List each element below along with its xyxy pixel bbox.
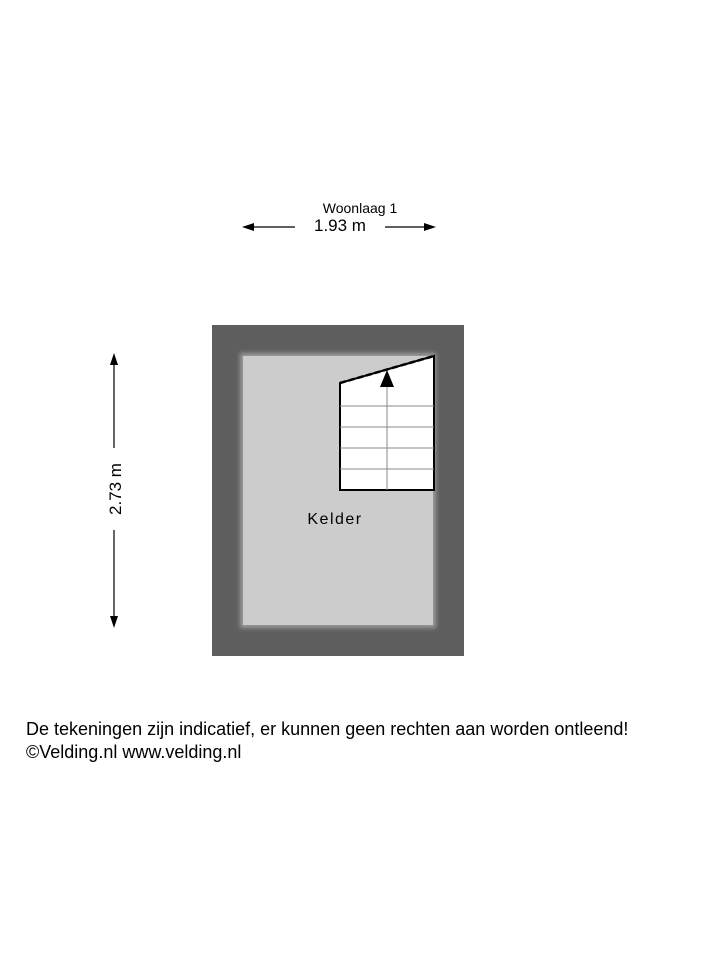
floor-title: Woonlaag 1 xyxy=(322,200,398,216)
width-dimension-label: 1.93 m xyxy=(295,216,385,236)
footer xyxy=(26,718,706,764)
arrow-down-icon xyxy=(110,616,118,628)
room-label-kelder: Kelder xyxy=(307,511,363,528)
depth-dimension-label: 2.73 m xyxy=(105,449,127,529)
arrow-up-icon xyxy=(110,353,118,365)
credit-text: ©Velding.nl www.velding.nl xyxy=(26,742,242,762)
arrow-right-icon xyxy=(424,223,436,231)
arrow-left-icon xyxy=(242,223,254,231)
disclaimer-text: De tekeningen zijn indicatief, er kunnen geen rechten aan worden ontleend! xyxy=(26,719,629,739)
